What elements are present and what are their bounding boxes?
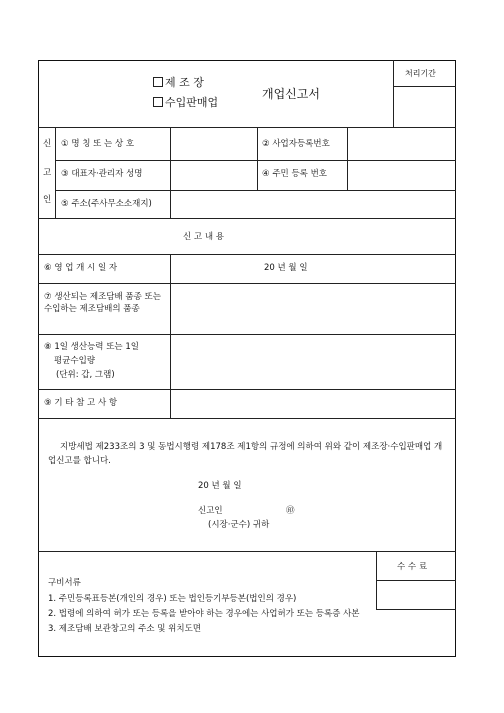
representative-label: ③ 대표자·관리자 성명 [61, 169, 143, 179]
address-label: ⑤ 주소(주사무소소재지) [61, 199, 152, 209]
business-reg-label: ② 사업자등록번호 [262, 139, 330, 149]
type-import [153, 96, 218, 110]
import-checkbox[interactable] [153, 97, 163, 107]
start-date-value[interactable]: 20 년 월 일 [264, 263, 308, 273]
applicant-side-3: 인 [43, 195, 52, 205]
line-declaration-bottom [38, 551, 456, 552]
resident-reg-label: ④ 주민 등록 번호 [262, 169, 327, 179]
line-row9-bottom [38, 418, 456, 419]
type-manufacture-label: 제 조 장 [165, 76, 204, 89]
attachment-item-2: 2. 법령에 의하여 허가 또는 등록을 받아야 하는 경우에는 사업허가 또는 등록증 사본 [48, 609, 360, 619]
details-header: 신 고 내 용 [183, 232, 224, 242]
line-fee-left [376, 551, 377, 609]
line-processing-left [393, 60, 394, 127]
applicant-sign-label: 신고인 [198, 506, 223, 516]
declaration-text: 지방세법 제233조의 3 및 동법시행령 제178조 제1항의 규정에 의하여 위와 같이 제조장·수입판매업 개업신고를 합니다. [48, 442, 443, 466]
fee-label: 수 수 료 [397, 562, 428, 572]
capacity-field[interactable] [171, 335, 455, 389]
line-processing-mid [393, 86, 456, 87]
recipient: (시장·군수) 귀하 [208, 520, 270, 530]
representative-field[interactable] [171, 161, 256, 190]
address-field[interactable] [171, 191, 455, 218]
line-fee-mid [376, 580, 456, 581]
line-applicant-bottom [38, 218, 456, 219]
line-row12-mid2 [257, 127, 258, 190]
products-field[interactable] [171, 284, 455, 334]
name-label: ① 명 칭 또 는 상 호 [61, 139, 135, 149]
declaration-date[interactable]: 20 년 월 일 [198, 481, 242, 491]
capacity-label-1: ⑧ 1일 생산능력 또는 1일 [44, 342, 139, 352]
processing-period-label: 처리기간 [405, 69, 436, 78]
form-title: 개업신고서 [262, 87, 320, 101]
resident-reg-field[interactable] [348, 161, 455, 190]
applicant-side-2: 고 [43, 168, 52, 178]
line-details-header-bottom [38, 254, 456, 255]
attachments-title: 구비서류 [48, 578, 81, 588]
attachment-item-3: 3. 제조담배 보관창고의 주소 및 위치도면 [48, 624, 201, 634]
line-fee-bottom [376, 609, 456, 610]
start-date-label: ⑥ 영 업 개 시 일 자 [44, 263, 118, 273]
type-manufacture [153, 76, 204, 90]
name-field[interactable] [171, 128, 256, 160]
type-import-label: 수입판매업 [165, 96, 219, 109]
applicant-side-1: 신 [43, 139, 52, 149]
attachment-item-1: 1. 주민등록표등본(개인의 경우) 또는 법인등기부등본(법인의 경우) [48, 594, 297, 604]
line-applicant-side [55, 127, 56, 218]
remarks-field[interactable] [171, 390, 455, 418]
capacity-label-3: (단위: 갑, 그램) [56, 370, 115, 380]
capacity-label-2: 평균수입량 [54, 356, 96, 366]
manufacture-checkbox[interactable] [153, 77, 163, 87]
business-reg-field[interactable] [348, 128, 455, 160]
products-label: ⑦ 생산되는 제조담배 품종 또는 수입하는 제조담배의 품종 [44, 292, 161, 314]
seal-mark: ㊞ [286, 506, 295, 516]
remarks-label: ⑨ 기 타 참 고 사 항 [44, 398, 118, 408]
